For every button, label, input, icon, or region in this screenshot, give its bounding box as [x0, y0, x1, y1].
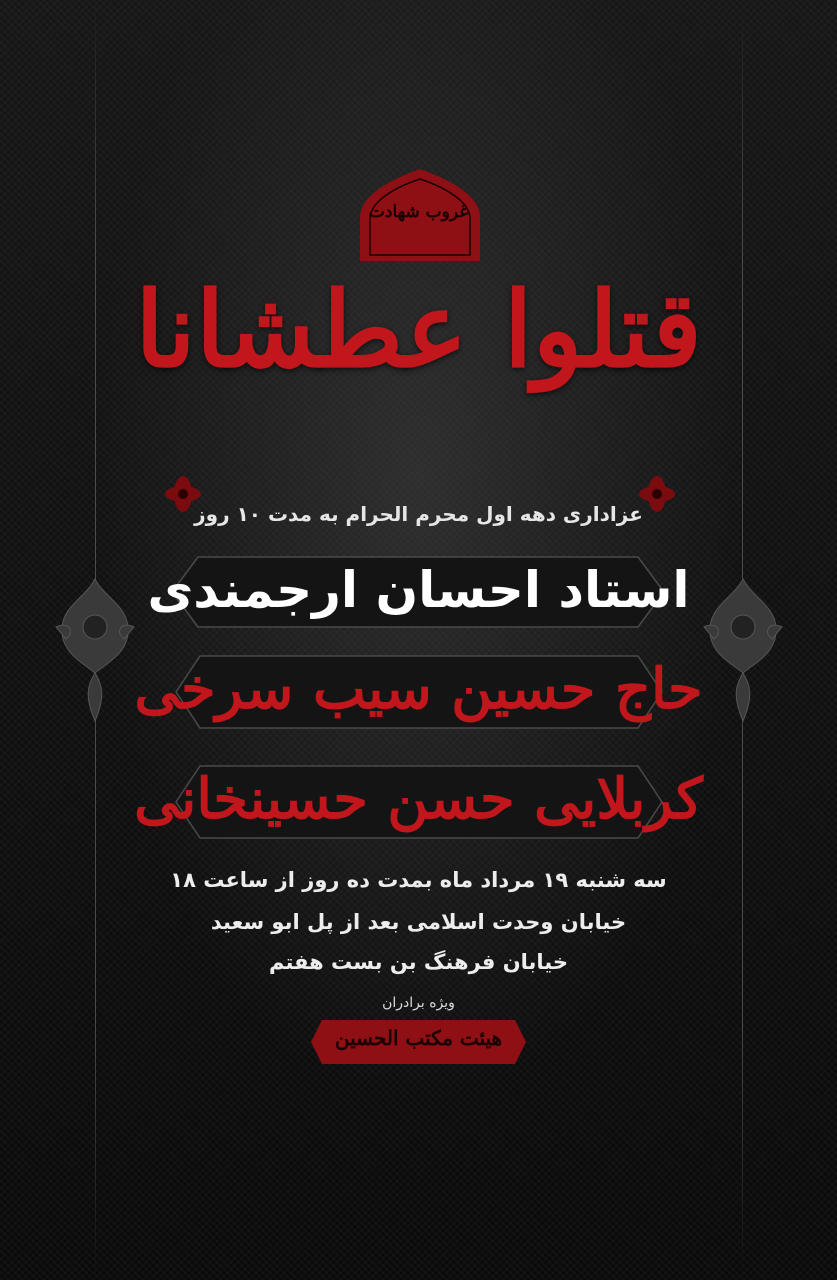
reciter-name-1: حاج حسین سیب سرخی	[134, 656, 703, 722]
speaker-name: استاد احسان ارجمندی	[147, 561, 690, 619]
detail-address-1: خیابان وحدت اسلامی بعد از پل ابو سعید	[210, 910, 627, 934]
special-note: ویژه برادران	[382, 995, 455, 1011]
title-calligraphy: قتلوا عطشانا	[135, 268, 702, 391]
reciter-name-2: کربلایی حسن حسینخانی	[134, 766, 703, 832]
emblem-text: غروب شهادت	[368, 202, 469, 222]
host-logo-text: هیئت مکتب الحسین	[334, 1026, 503, 1050]
detail-date-time: سه شنبه ۱۹ مرداد ماه بمدت ده روز از ساعت ۱۸	[170, 868, 667, 892]
subtitle: عزاداری دهه اول محرم الحرام به مدت ۱۰ روز	[194, 502, 643, 526]
detail-address-2: خیابان فرهنگ بن بست هفتم	[269, 950, 568, 974]
